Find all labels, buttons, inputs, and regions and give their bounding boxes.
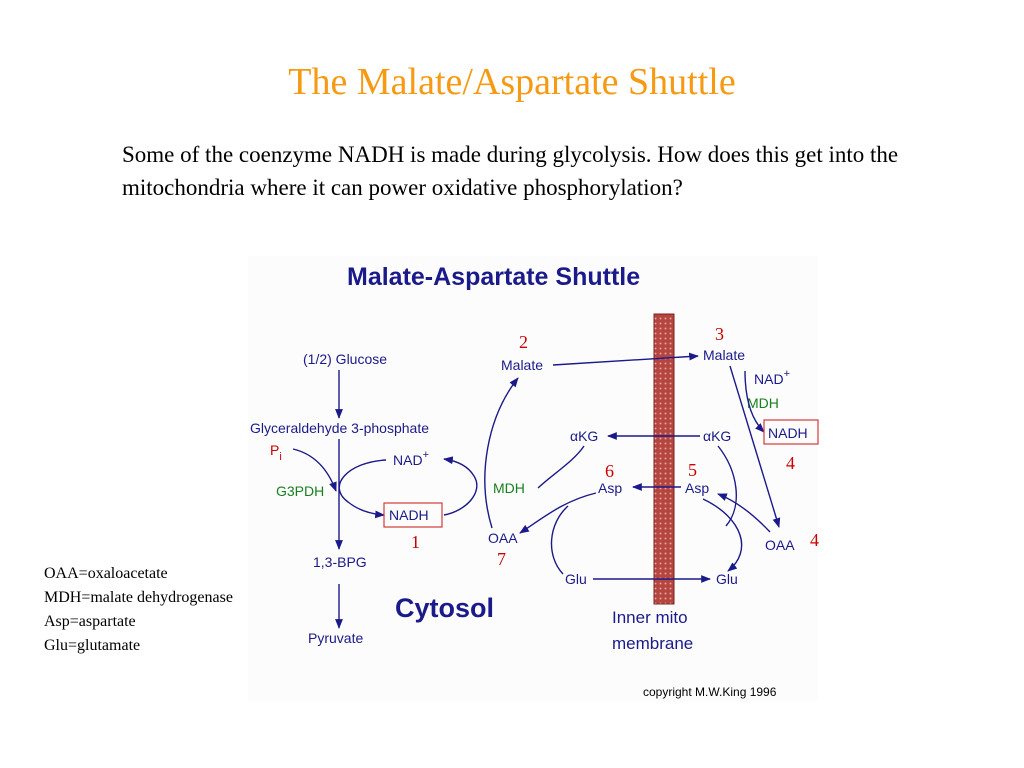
matrix-glu-label: Glu xyxy=(716,571,738,587)
diagram-title: Malate-Aspartate Shuttle xyxy=(347,263,641,291)
matrix-akg-label: αKG xyxy=(703,428,732,444)
matrix-malate-label: Malate xyxy=(703,347,746,363)
step-number-6: 6 xyxy=(605,461,614,481)
legend-item-glu: Glu=glutamate xyxy=(44,637,141,654)
matrix-nad-charge: + xyxy=(783,368,790,380)
legend-item-mdh: MDH=malate dehydrogenase xyxy=(44,589,233,606)
step-number-2: 2 xyxy=(519,332,528,352)
step-number-4b: 4 xyxy=(810,530,819,550)
legend-item-oaa: OAA=oxaloacetate xyxy=(44,565,168,582)
matrix-nad-text: NAD xyxy=(754,371,784,387)
slide-body-text: Some of the coenzyme NADH is made during glycolysis. How does this get into the mitochondria where it can power oxidative phosphorylation? xyxy=(122,142,899,200)
matrix-oaa-label: OAA xyxy=(765,537,795,553)
cytosol-mdh-label: MDH xyxy=(493,480,525,496)
copyright-text: copyright M.W.King 1996 xyxy=(643,685,777,699)
bpg-label: 1,3-BPG xyxy=(313,554,367,570)
cytosol-nad-text: NAD xyxy=(393,452,423,468)
matrix-nadh-label: NADH xyxy=(768,425,808,441)
pi-subscript: i xyxy=(279,451,282,463)
step-number-5: 5 xyxy=(688,460,697,480)
g3p-label: Glyceraldehyde 3-phosphate xyxy=(250,420,430,436)
shuttle-diagram xyxy=(248,256,818,702)
g3pdh-enzyme-label: G3PDH xyxy=(276,483,325,499)
step-number-3: 3 xyxy=(715,324,724,344)
step-number-1: 1 xyxy=(411,532,420,552)
matrix-mdh-label: MDH xyxy=(747,395,779,411)
matrix-asp-label: Asp xyxy=(685,480,710,496)
slide-title: The Malate/Aspartate Shuttle xyxy=(288,61,736,103)
cytosol-akg-label: αKG xyxy=(570,428,599,444)
step-number-7: 7 xyxy=(497,549,506,569)
membrane-label-line2: membrane xyxy=(612,634,694,653)
cytosol-asp-label: Asp xyxy=(598,480,623,496)
cytosol-malate-label: Malate xyxy=(501,357,544,373)
pi-p: P xyxy=(270,442,280,458)
cytosol-nadh-label: NADH xyxy=(389,507,429,523)
step-number-4a: 4 xyxy=(786,453,795,473)
cytosol-nad-charge: + xyxy=(422,449,429,461)
cytosol-oaa-label: OAA xyxy=(488,530,518,546)
cytosol-glu-label: Glu xyxy=(565,571,587,587)
membrane-label-line1: Inner mito xyxy=(612,608,688,627)
cytosol-label: Cytosol xyxy=(395,593,495,623)
glucose-label: (1/2) Glucose xyxy=(303,351,388,367)
pyruvate-label: Pyruvate xyxy=(308,630,364,646)
legend-item-asp: Asp=aspartate xyxy=(44,613,136,630)
